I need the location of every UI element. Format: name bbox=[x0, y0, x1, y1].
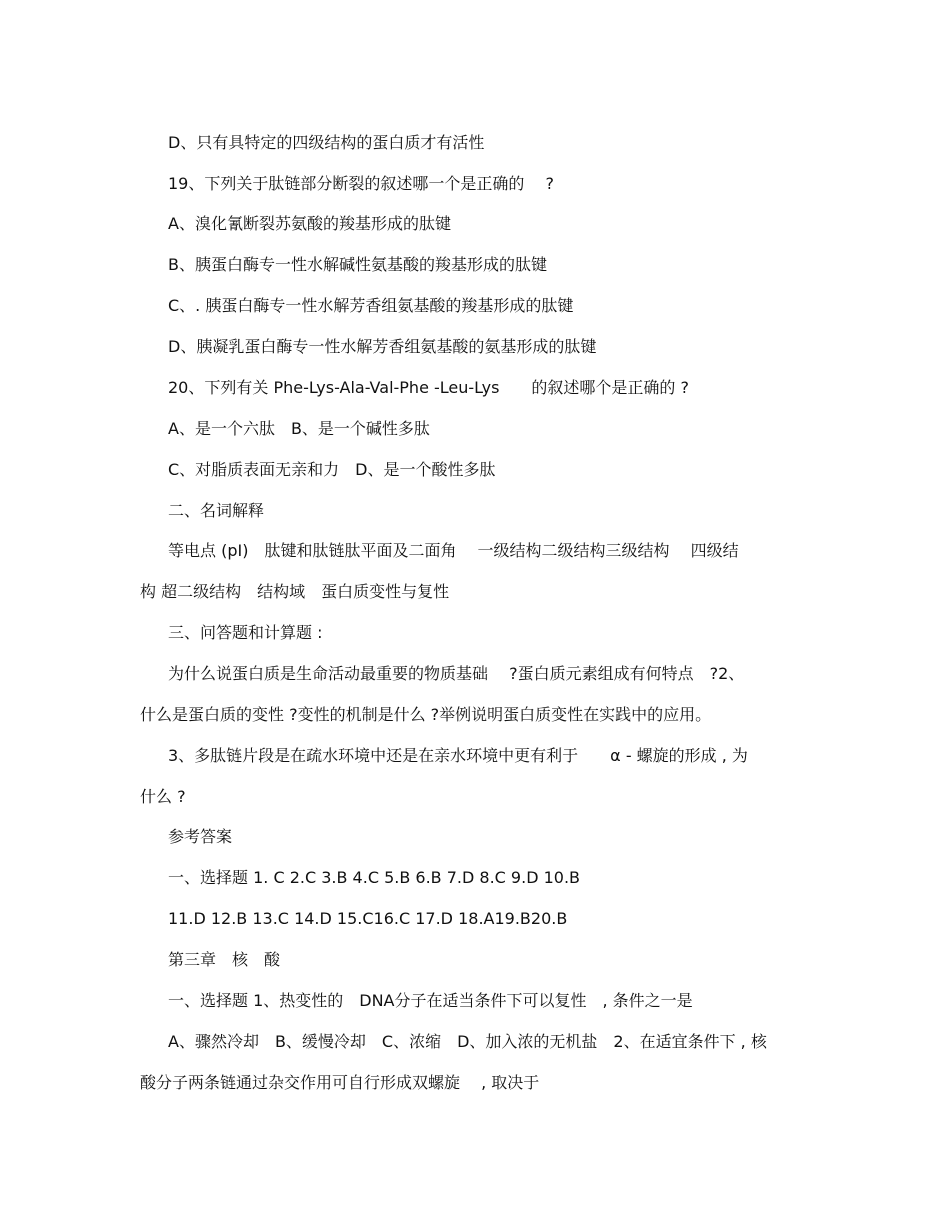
option-b: B、胰蛋白酶专一性水解碱性氨基酸的羧基形成的肽键 bbox=[168, 255, 547, 274]
text-line: 酸分子两条链通过杂交作用可自行形成双螺旋 , 取决于 bbox=[140, 1073, 540, 1092]
text-line: 什么是蛋白质的变性 ?变性的机制是什么 ?举例说明蛋白质变性在实践中的应用。 bbox=[140, 705, 712, 724]
section-heading: 二、名词解释 bbox=[168, 501, 265, 520]
answer-line: 11.D 12.B 13.C 14.D 15.C16.C 17.D 18.A19.B20.B bbox=[168, 909, 568, 928]
text-line: 为什么说蛋白质是生命活动最重要的物质基础 ?蛋白质元素组成有何特点 ?2、 bbox=[168, 664, 745, 683]
section-heading: 三、问答题和计算题 : bbox=[168, 623, 323, 642]
text-line: 一、选择题 1、热变性的 DNA分子在适当条件下可以复性 , 条件之一是 bbox=[168, 991, 693, 1010]
options-ab: A、是一个六肽 B、是一个碱性多肽 bbox=[168, 419, 430, 438]
chapter-heading: 第三章 核 酸 bbox=[168, 950, 281, 969]
text-line: 什么 ? bbox=[140, 787, 186, 806]
text-line: D、只有具特定的四级结构的蛋白质才有活性 bbox=[168, 133, 485, 152]
question-20: 20、下列有关 Phe-Lys-Ala-Val-Phe -Leu-Lys 的叙述哪个是正确的 ? bbox=[168, 378, 689, 397]
answer-line: 一、选择题 1. C 2.C 3.B 4.C 5.B 6.B 7.D 8.C 9.D 10.B bbox=[168, 868, 581, 887]
option-c: C、. 胰蛋白酶专一性水解芳香组氨基酸的羧基形成的肽键 bbox=[168, 296, 574, 315]
text-line: 构 超二级结构 结构域 蛋白质变性与复性 bbox=[140, 582, 450, 601]
options-cd: C、对脂质表面无亲和力 D、是一个酸性多肽 bbox=[168, 460, 496, 479]
text-line: 等电点 (pI) 肽键和肽链肽平面及二面角 一级结构二级结构三级结构 四级结 bbox=[168, 541, 739, 560]
question-19: 19、下列关于肽链部分断裂的叙述哪一个是正确的 ? bbox=[168, 174, 554, 193]
option-a: A、溴化氰断裂苏氨酸的羧基形成的肽键 bbox=[168, 214, 451, 233]
answer-heading: 参考答案 bbox=[168, 827, 233, 846]
option-d: D、胰凝乳蛋白酶专一性水解芳香组氨基酸的氨基形成的肽键 bbox=[168, 337, 597, 356]
text-line: A、骤然冷却 B、缓慢冷却 C、浓缩 D、加入浓的无机盐 2、在适宜条件下 , 核 bbox=[168, 1032, 767, 1051]
text-line: 3、多肽链片段是在疏水环境中还是在亲水环境中更有利于 α - 螺旋的形成 , 为 bbox=[168, 746, 748, 765]
